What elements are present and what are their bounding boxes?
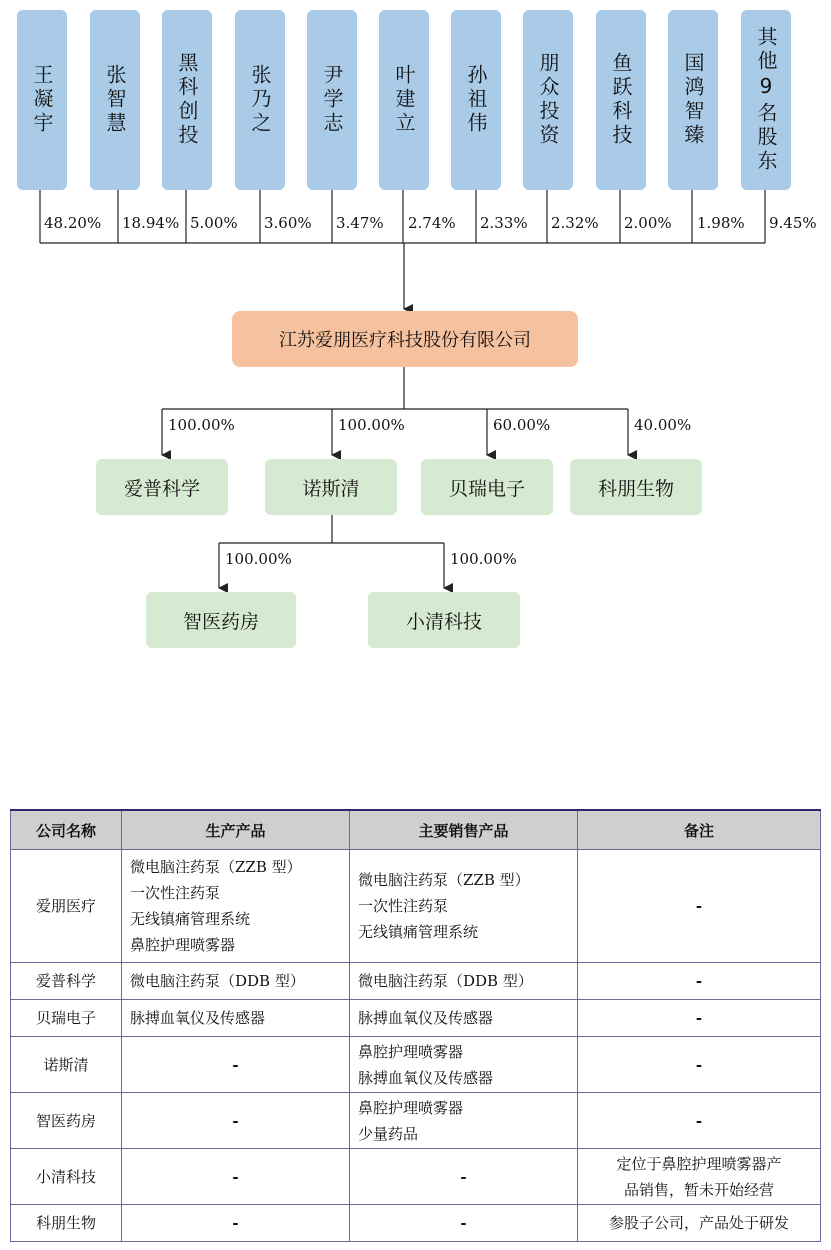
shareholding-percent: 5.00% <box>190 214 238 232</box>
production-cell-line: 无线镇痛管理系统 <box>130 910 251 928</box>
main-company-box: 江苏爱朋医疗科技股份有限公司 <box>232 311 578 367</box>
shareholding-percent: 3.60% <box>264 214 312 232</box>
sales-cell <box>350 1000 578 1037</box>
shareholding-percent: 3.47% <box>336 214 384 232</box>
sales-cell-line: 脉搏血氧仪及传感器 <box>358 1009 494 1027</box>
sub-subsidiary-box: 小清科技 <box>368 592 520 648</box>
note-cell: - <box>578 963 821 1000</box>
company-name-cell: 贝瑞电子 <box>11 1000 122 1037</box>
subsidiary-box: 科朋生物 <box>570 459 702 515</box>
subsidiary-box: 爱普科学 <box>96 459 228 515</box>
shareholder-box: 王凝宇 <box>17 10 67 190</box>
shareholder-box: 国鸿智臻 <box>668 10 718 190</box>
shareholding-percent: 18.94% <box>122 214 180 232</box>
note-cell: - <box>578 1093 821 1149</box>
production-cell <box>122 850 350 963</box>
shareholding-percent: 1.98% <box>697 214 745 232</box>
table-body <box>11 850 821 1242</box>
header-production: 生产产品 <box>122 810 350 850</box>
shareholding-percent: 2.00% <box>624 214 672 232</box>
note-cell: - <box>578 850 821 963</box>
company-name-cell: 科朋生物 <box>11 1205 122 1242</box>
shareholder-box: 叶建立 <box>379 10 429 190</box>
shareholding-percent: 2.33% <box>480 214 528 232</box>
sub-subsidiary-percent: 100.00% <box>225 550 292 568</box>
production-cell: - <box>122 1093 350 1149</box>
shareholding-percent: 2.32% <box>551 214 599 232</box>
table-header-row <box>11 810 821 850</box>
sales-cell-line: 鼻腔护理喷雾器 <box>358 1042 464 1061</box>
sales-cell <box>350 850 578 963</box>
sales-cell: - <box>350 1205 578 1242</box>
production-cell-line: 鼻腔护理喷雾器 <box>130 936 236 954</box>
company-name-cell: 爱朋医疗 <box>11 850 122 963</box>
shareholder-box: 孙祖伟 <box>451 10 501 190</box>
table-row <box>11 963 821 1000</box>
note-cell-line: 品销售，暂未开始经营 <box>623 1180 774 1199</box>
sales-cell-line: 鼻腔护理喷雾器 <box>358 1098 464 1117</box>
note-cell: - <box>578 1000 821 1037</box>
subsidiary-box: 诺斯清 <box>265 459 397 515</box>
production-cell-line: 微电脑注药泵（DDB 型） <box>130 972 305 990</box>
note-cell-line: 参股子公司，产品处于研发 <box>608 1214 789 1232</box>
production-cell-line: 微电脑注药泵（ZZB 型） <box>130 858 302 876</box>
note-cell <box>578 1149 821 1205</box>
shareholder-box: 张乃之 <box>235 10 285 190</box>
table-row <box>11 1000 821 1037</box>
sub-subsidiary-percent: 100.00% <box>450 550 517 568</box>
table-row <box>11 1093 821 1149</box>
shareholding-percent: 2.74% <box>408 214 456 232</box>
production-cell <box>122 963 350 1000</box>
production-cell-line: 一次性注药泵 <box>130 884 221 902</box>
shareholder-box: 张智慧 <box>90 10 140 190</box>
subsidiary-percent: 100.00% <box>168 416 235 434</box>
sales-cell: - <box>350 1149 578 1205</box>
sub-subsidiary-box: 智医药房 <box>146 592 296 648</box>
note-cell: - <box>578 1037 821 1093</box>
sales-cell-line: 脉搏血氧仪及传感器 <box>358 1068 494 1087</box>
company-name-cell: 诺斯清 <box>11 1037 122 1093</box>
header-note: 备注 <box>578 810 821 850</box>
production-cell: - <box>122 1205 350 1242</box>
shareholder-box: 尹学志 <box>307 10 357 190</box>
subsidiary-percent: 40.00% <box>634 416 692 434</box>
note-cell-line: 定位于鼻腔护理喷雾器产 <box>616 1154 782 1173</box>
company-name-cell: 爱普科学 <box>11 963 122 1000</box>
shareholding-percent: 9.45% <box>769 214 817 232</box>
subsidiary-percent: 60.00% <box>493 416 551 434</box>
shareholder-box: 黑科创投 <box>162 10 212 190</box>
sales-cell <box>350 1093 578 1149</box>
shareholder-box: 鱼跃科技 <box>596 10 646 190</box>
sales-cell-line: 微电脑注药泵（DDB 型） <box>358 972 533 990</box>
subsidiary-percent: 100.00% <box>338 416 405 434</box>
sales-cell <box>350 963 578 1000</box>
shareholding-percent: 48.20% <box>44 214 102 232</box>
production-cell: - <box>122 1149 350 1205</box>
sales-cell <box>350 1037 578 1093</box>
header-sales: 主要销售产品 <box>350 810 578 850</box>
note-cell <box>578 1205 821 1242</box>
table-row <box>11 1149 821 1205</box>
sales-cell-line: 无线镇痛管理系统 <box>358 923 479 941</box>
shareholder-box: 其他9名股东 <box>741 10 791 190</box>
table-row <box>11 1205 821 1242</box>
subsidiary-box: 贝瑞电子 <box>421 459 553 515</box>
company-name-cell: 智医药房 <box>11 1093 122 1149</box>
sales-cell-line: 一次性注药泵 <box>358 897 449 915</box>
table-row <box>11 850 821 963</box>
production-cell: - <box>122 1037 350 1093</box>
production-cell-line: 脉搏血氧仪及传感器 <box>130 1009 266 1027</box>
company-name-cell: 小清科技 <box>11 1149 122 1205</box>
shareholder-box: 朋众投资 <box>523 10 573 190</box>
table-row <box>11 1037 821 1093</box>
product-table <box>10 809 821 1242</box>
sales-cell-line: 微电脑注药泵（ZZB 型） <box>358 871 530 889</box>
header-company-name: 公司名称 <box>11 810 122 850</box>
production-cell <box>122 1000 350 1037</box>
sales-cell-line: 少量药品 <box>358 1124 419 1143</box>
